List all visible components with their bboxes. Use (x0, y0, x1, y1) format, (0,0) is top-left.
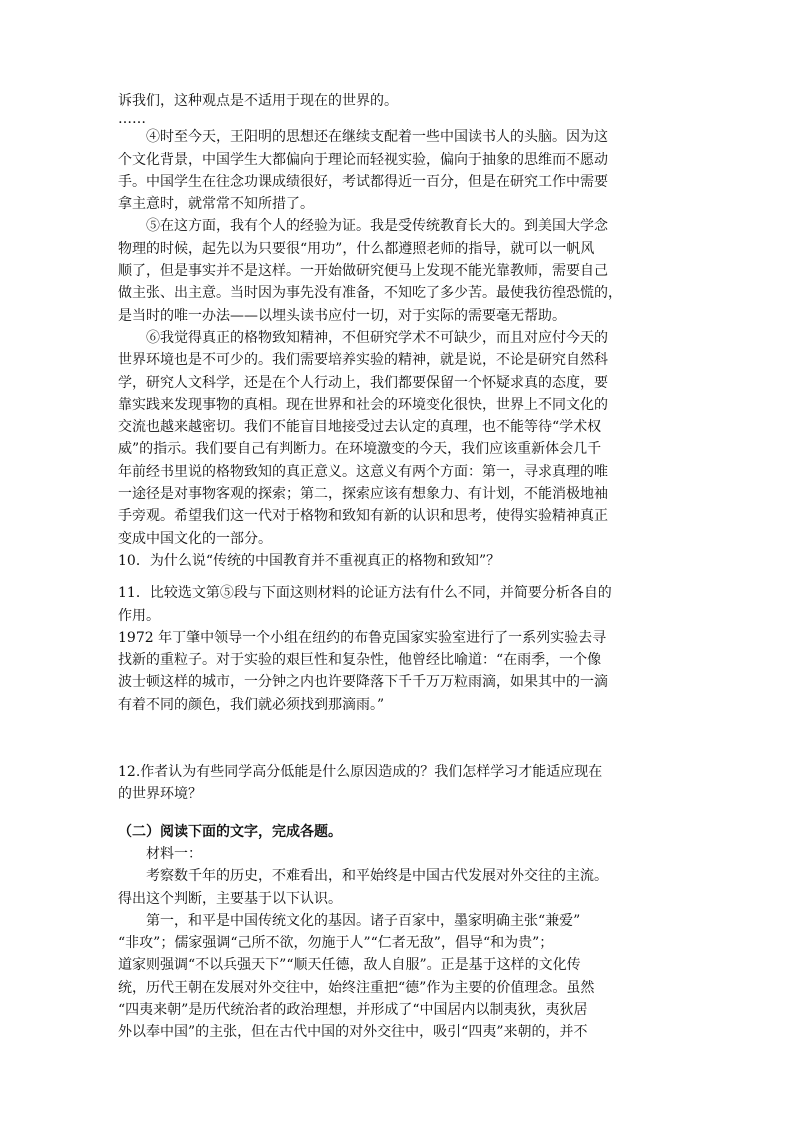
para-line: 考察数千年的历史，不难看出，和平始终是中国古代发展对外交往的主流。 (146, 868, 608, 885)
answer-space (118, 716, 684, 761)
para-line: 物理的时候，起先以为只要很“用功”，什么都遵照老师的指导，就可以一帆风 (118, 240, 595, 257)
para-line: 个文化背景，中国学生大都偏向于理论而轻视实验，偏向于抽象的思维而不愿动 (118, 151, 608, 168)
question-11 (118, 582, 684, 627)
para-line: 交流也越来越密切。我们不能盲目地接受过去认定的真理，也不能等待“学术权 (118, 419, 602, 436)
document-page (118, 90, 684, 1044)
para-line: ⑥我觉得真正的格物致知精神，不但研究学术不可缺少，而且对应付今天的 (146, 329, 608, 346)
para-line: 统，历代王朝在发展对外交往中，始终注重把“德”作为主要的价值理念。虽然 (118, 979, 595, 996)
para-line: 一途径是对事物客观的探索；第二，探索应该有想象力、有计划，不能消极地袖 (118, 486, 608, 503)
para-line: “四夷来朝”是历代统治者的政治理想，并形成了“中国居内以制夷狄，夷狄居 (118, 1001, 588, 1018)
intro-tail: 诉我们，这种观点是不适用于现在的世界的。 (118, 93, 398, 109)
paragraph-4 (118, 126, 684, 215)
material-line: 有着不同的颜色，我们就必须找到那滴雨。” (118, 696, 385, 713)
para-line: 第一，和平是中国传统文化的基因。诸子百家中，墨家明确主张“兼爱” (146, 912, 581, 929)
material-1-paragraph-1 (118, 865, 684, 910)
material-1-paragraph-2 (118, 910, 684, 1044)
para-line: 顺了，但是事实并不是这样。一开始做研究便马上发现不能光靠教师，需要自己 (118, 263, 608, 280)
para-line: 外以奉中国”的主张，但在古代中国的对外交往中，吸引“四夷”来朝的，并不 (118, 1024, 588, 1041)
para-line: 变成中国文化的一部分。 (118, 530, 272, 547)
para-line: 年前经书里说的格物致知的真正意义。这意义有两个方面：第一，寻求真理的唯 (118, 463, 608, 480)
para-line: 做主张、出主意。当时因为事先没有准备，不知吃了多少苦。最使我彷徨恐慌的， (118, 285, 622, 302)
para-line: 是当时的唯一办法——以埋头读书应付一切，对于实际的需要毫无帮助。 (118, 307, 566, 324)
question-line: 12.作者认为有些同学高分低能是什么原因造成的？我们怎样学习才能适应现在 (118, 764, 603, 781)
para-line: 道家则强调“不以兵强天下”“顺天任德，敌人自服”。正是基于这样的文化传 (118, 957, 581, 974)
para-line: 威”的指示。我们要自己有判断力。在环境激变的今天，我们应该重新体会几千 (118, 441, 602, 458)
para-line: ⑤在这方面，我有个人的经验为证。我是受传统教育长大的。到美国大学念 (146, 218, 608, 235)
question-line: 作用。 (118, 607, 160, 624)
para-line: 学，研究人文科学，还是在个人行动上，我们都要保留一个怀疑求真的态度，要 (118, 374, 608, 391)
para-line: ④时至今天，王阳明的思想还在继续支配着一些中国读书人的头脑。因为这 (146, 129, 608, 146)
material-line: 1972 年丁肇中领导一个小组在纽约的布鲁克国家实验室进行了一系列实验去寻 (118, 629, 607, 646)
ellipsis: …… (118, 111, 146, 128)
para-line: “非攻”；儒家强调“己所不欲，勿施于人”“仁者无敌”，倡导“和为贵”； (118, 935, 554, 952)
material-1-label: 材料一： (146, 845, 202, 862)
material-line: 找新的重粒子。对于实验的艰巨性和复杂性，他曾经比喻道：“在雨季，一个像 (118, 652, 602, 669)
para-line: 靠实践来发现事物的真相。现在世界和社会的环境变化很快，世界上不同文化的 (118, 396, 608, 413)
section-gap (118, 806, 684, 821)
question-line: 11．比较选文第⑤段与下面这则材料的论证方法有什么不同，并简要分析各自的 (118, 585, 612, 602)
question-12 (118, 761, 684, 806)
para-line: 手。中国学生在往念功课成绩很好，考试都得近一百分，但是在研究工作中需要 (118, 173, 608, 190)
section-2-title: （二）阅读下面的文字，完成各题。 (118, 823, 342, 840)
question-10: 10．为什么说“传统的中国教育并不重视真正的格物和致知”？ (118, 552, 501, 569)
para-line: 世界环境也是不可少的。我们需要培养实验的精神，就是说，不论是研究自然科 (118, 352, 608, 369)
material-line: 波士顿这样的城市，一分钟之内也许要降落下千千万万粒雨滴，如果其中的一滴 (118, 674, 608, 691)
paragraph-5 (118, 215, 684, 326)
para-line: 手旁观。希望我们这一代对于格物和致知有新的认识和思考，使得实验精神真正 (118, 508, 608, 525)
question-11-material (118, 627, 684, 716)
para-line: 得出这个判断，主要基于以下认识。 (118, 890, 342, 907)
answer-space (118, 572, 684, 582)
para-line: 拿主意时，就常常不知所措了。 (118, 196, 314, 213)
question-line: 的世界环境？ (118, 786, 202, 803)
paragraph-6 (118, 327, 684, 550)
